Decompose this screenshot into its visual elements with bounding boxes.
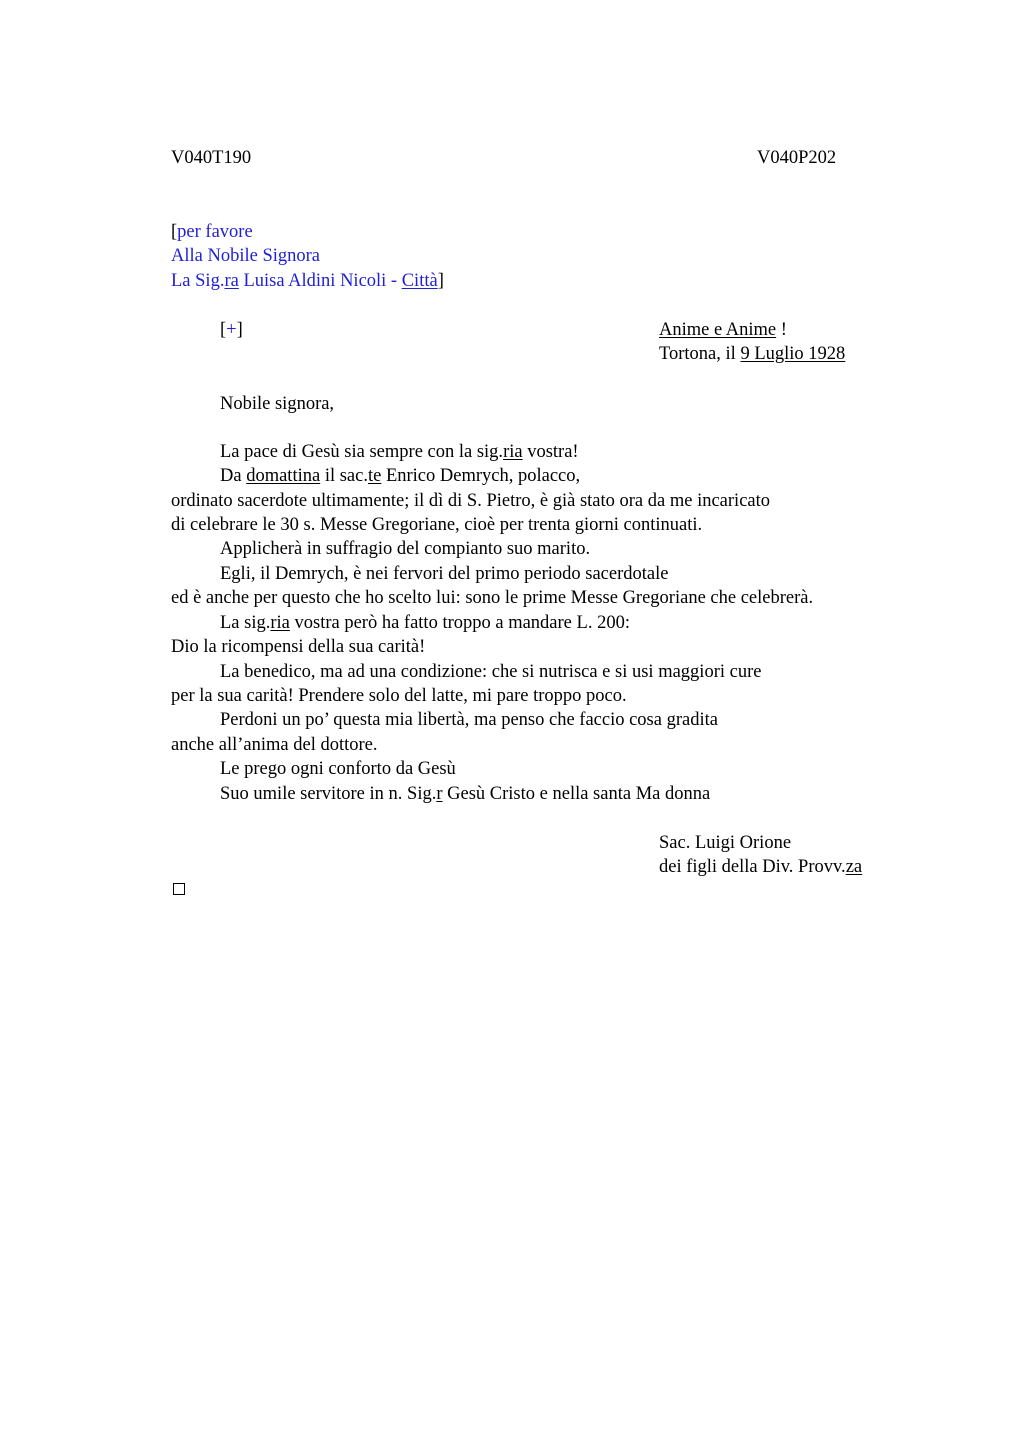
body-line-3: ordinato sacerdote ultimamente; il dì di S. Pietro, è già stato ora da me incaricato xyxy=(171,491,771,511)
address-line-1 xyxy=(171,220,253,244)
address-line-2: Alla Nobile Signora xyxy=(171,246,321,266)
motto-text: Anime e Anime xyxy=(659,320,777,340)
address-recipient-name: Luisa Aldini Nicoli - xyxy=(238,271,402,291)
address-city: Città xyxy=(401,271,438,291)
document-code-right: V040P202 xyxy=(757,148,837,168)
end-of-document-box-icon xyxy=(173,883,185,895)
dateline-date: 9 Luglio 1928 xyxy=(740,344,846,364)
address-per-favore: per favore xyxy=(177,222,253,242)
body-line-7: ed è anche per questo che ho scelto lui: sono le prime Messe Gregoriane che celebrerà. xyxy=(171,588,814,608)
address-sig-prefix: La Sig. xyxy=(171,271,225,291)
dateline: Tortona, il 9 Luglio 1928 xyxy=(659,344,846,364)
address-close-bracket: ] xyxy=(437,271,444,291)
salutation: Nobile signora, xyxy=(220,394,335,414)
body-line-14: Le prego ogni conforto da Gesù xyxy=(220,759,456,779)
body-line-15: Suo umile servitore in n. Sig.r Gesù Cristo e nella santa Ma donna xyxy=(220,784,711,804)
body-line-2: Da domattina il sac.te Enrico Demrych, polacco, xyxy=(220,466,581,486)
body-line-6: Egli, il Demrych, è nei fervori del primo periodo sacerdotale xyxy=(220,564,669,584)
body-line-1: La pace di Gesù sia sempre con la sig.ria vostra! xyxy=(220,442,579,462)
cross-mark: [+] xyxy=(220,320,243,340)
body-line-10: La benedico, ma ad una condizione: che si nutrisca e si usi maggiori cure xyxy=(220,662,762,682)
body-line-13: anche all’anima del dottore. xyxy=(171,735,378,755)
document-code-left: V040T190 xyxy=(171,148,252,168)
body-line-11: per la sua carità! Prendere solo del latte, mi pare troppo poco. xyxy=(171,686,627,706)
motto: Anime e Anime ! xyxy=(659,320,787,340)
address-sig-abbrev: ra xyxy=(224,271,239,291)
signature-title: dei figli della Div. Provv.za xyxy=(659,857,863,877)
body-line-8: La sig.ria vostra però ha fatto troppo a mandare L. 200: xyxy=(220,613,630,633)
cross-symbol: + xyxy=(226,320,237,340)
address-open-bracket: [ xyxy=(171,222,178,242)
body-line-9: Dio la ricompensi della sua carità! xyxy=(171,637,426,657)
body-line-4: di celebrare le 30 s. Messe Gregoriane, cioè per trenta giorni continuati. xyxy=(171,515,703,535)
body-line-12: Perdoni un po’ questa mia libertà, ma penso che faccio cosa gradita xyxy=(220,710,718,730)
address-line-3 xyxy=(171,269,444,293)
body-line-5: Applicherà in suffragio del compianto suo marito. xyxy=(220,539,591,559)
signature-name: Sac. Luigi Orione xyxy=(659,833,792,853)
